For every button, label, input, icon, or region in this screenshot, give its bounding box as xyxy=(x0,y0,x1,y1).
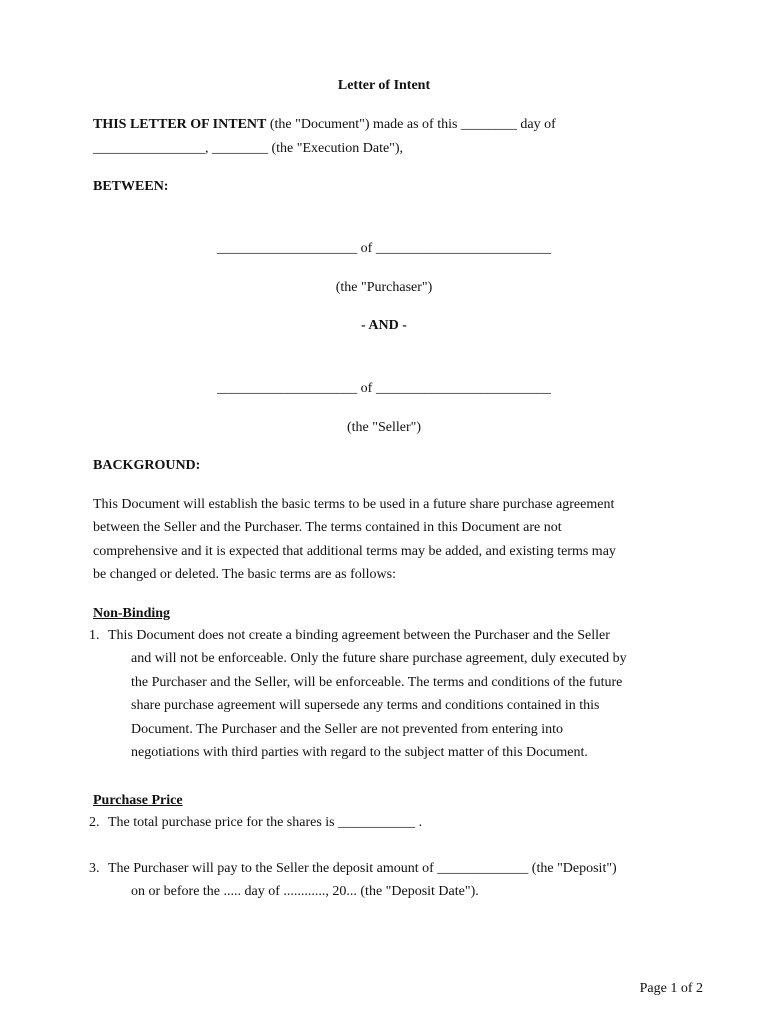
intro-line-1 xyxy=(93,116,556,134)
purchase-price-heading: Purchase Price xyxy=(93,793,183,808)
intro-rest-text: (the "Document") made as of this ________ day of xyxy=(266,117,556,132)
background-line: between the Seller and the Purchaser. The terms contained in this Document are not xyxy=(93,520,562,536)
document-title: Letter of Intent xyxy=(337,78,431,93)
list-number: 1. xyxy=(89,628,100,643)
list-item-continuation: on or before the ..... day of ............, 20... (the "Deposit Date"). xyxy=(131,884,479,900)
seller-label: (the "Seller") xyxy=(346,420,421,435)
and-separator: - AND - xyxy=(361,318,407,333)
list-item-text: The total purchase price for the shares is ___________ . xyxy=(108,815,423,830)
list-item-3 xyxy=(89,857,679,904)
background-line: This Document will establish the basic terms to be used in a future share purchase agreement xyxy=(93,497,615,512)
list-item-2 xyxy=(89,811,679,834)
background-heading: BACKGROUND: xyxy=(93,458,201,473)
list-item-text: This Document does not create a binding agreement between the Purchaser and the Seller xyxy=(108,628,610,643)
non-binding-heading: Non-Binding xyxy=(93,606,171,621)
list-number: 3. xyxy=(89,861,100,876)
list-item-continuation: negotiations with third parties with regard to the subject matter of this Document. xyxy=(131,745,588,761)
background-line: be changed or deleted. The basic terms are as follows: xyxy=(93,567,396,583)
background-paragraph xyxy=(93,493,673,587)
background-line: comprehensive and it is expected that additional terms may be added, and existing terms may xyxy=(93,543,616,559)
between-heading: BETWEEN: xyxy=(93,179,169,194)
list-number: 2. xyxy=(89,815,100,830)
page-number: Page 1 of 2 xyxy=(639,981,703,996)
purchaser-line: ____________________ of _________________________ xyxy=(217,241,551,256)
purchaser-label: (the "Purchaser") xyxy=(335,280,433,295)
list-item-continuation: share purchase agreement will supersede any terms and conditions contained in this xyxy=(131,698,600,714)
list-item-1 xyxy=(89,624,679,764)
list-item-continuation: the Purchaser and the Seller, will be enforceable. The terms and conditions of the future xyxy=(131,674,623,690)
intro-line-2: ________________, ________ (the "Execution Date"), xyxy=(93,141,404,156)
seller-line: ____________________ of _________________________ xyxy=(217,381,551,396)
intro-bold-text: THIS LETTER OF INTENT xyxy=(93,117,267,132)
list-item-continuation: Document. The Purchaser and the Seller are not prevented from entering into xyxy=(131,721,564,737)
list-item-continuation: and will not be enforceable. Only the future share purchase agreement, duly executed by xyxy=(131,651,627,667)
list-item-text: The Purchaser will pay to the Seller the deposit amount of _____________ (the "Deposit") xyxy=(108,861,617,876)
